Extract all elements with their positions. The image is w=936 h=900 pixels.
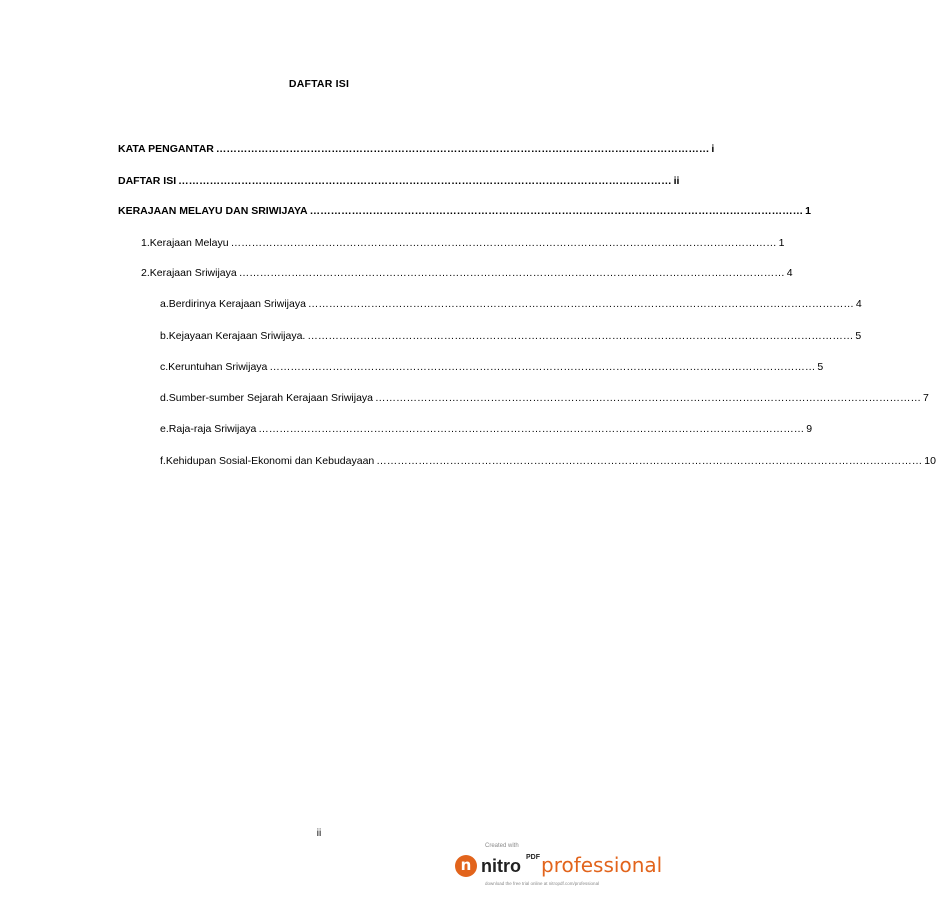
watermark-pdf: PDF	[526, 854, 540, 861]
toc-leader: …………………………………………………………………………………………………………………………………………	[238, 267, 785, 279]
toc-label: Raja-raja Sriwijaya	[168, 423, 257, 435]
toc-label: Keruntuhan Sriwijaya	[168, 361, 268, 373]
toc-label: Kerajaan Sriwijaya	[149, 267, 237, 279]
watermark-product: professional	[541, 853, 663, 877]
toc-page: 4	[855, 298, 862, 310]
toc-number: 2.	[141, 267, 150, 279]
page-number: ii	[316, 828, 322, 839]
watermark-download: download the free trial online at nitropdf.com/professional	[485, 881, 600, 886]
toc-label: Kejayaan Kerajaan Sriwijaya.	[168, 330, 306, 342]
toc-entry-kerajaan-sriwijaya[interactable]	[141, 267, 793, 279]
page-title: DAFTAR ISI	[288, 78, 350, 90]
toc-number: e.	[160, 423, 169, 435]
toc-leader: …………………………………………………………………………………………………………………………………………	[269, 361, 816, 373]
toc-number: b.	[160, 330, 169, 342]
toc-leader: ……………………………………………………………………………………………………………………………	[215, 143, 710, 155]
toc-number: d.	[160, 392, 169, 404]
toc-entry-sumber-sejarah[interactable]	[160, 392, 929, 404]
toc-number: f.	[160, 455, 166, 467]
toc-page: 4	[786, 267, 793, 279]
toc-leader: …………………………………………………………………………………………………………………………………………	[375, 392, 922, 404]
toc-leader: …………………………………………………………………………………………………………………………………………	[307, 330, 854, 342]
toc-leader: ……………………………………………………………………………………………………………………………	[178, 175, 672, 187]
toc-page: 5	[855, 330, 862, 342]
toc-page: 1	[778, 237, 785, 249]
toc-leader: …………………………………………………………………………………………………………………………………………	[307, 298, 854, 310]
toc-entry-kerajaan-melayu[interactable]	[141, 237, 785, 249]
toc-leader: …………………………………………………………………………………………………………………………………………	[230, 237, 777, 249]
nitro-logo-icon: n	[455, 855, 477, 877]
toc-page: 1	[805, 205, 811, 217]
toc-page: 9	[806, 423, 813, 435]
toc-label: Berdirinya Kerajaan Sriwijaya	[168, 298, 306, 310]
nitro-watermark	[455, 843, 663, 895]
toc-entry-kejayaan[interactable]	[160, 330, 862, 342]
watermark-created-with: Created with	[485, 843, 519, 849]
toc-entry-daftar-isi[interactable]	[118, 175, 680, 187]
toc-leader: …………………………………………………………………………………………………………………………………………	[258, 423, 805, 435]
watermark-brand: nitro	[481, 856, 521, 876]
toc-label: DAFTAR ISI	[118, 175, 177, 187]
toc-label: Kehidupan Sosial-Ekonomi dan Kebudayaan	[165, 455, 375, 467]
toc-label: Kerajaan Melayu	[149, 237, 229, 249]
toc-label: KATA PENGANTAR	[118, 143, 214, 155]
toc-page: i	[711, 143, 715, 155]
toc-page: ii	[673, 175, 680, 187]
toc-label: Sumber-sumber Sejarah Kerajaan Sriwijaya	[168, 392, 374, 404]
toc-entry-kerajaan-melayu-sriwijaya[interactable]	[118, 205, 811, 217]
toc-entry-kehidupan[interactable]	[160, 455, 936, 467]
toc-entry-kata-pengantar[interactable]	[118, 143, 715, 155]
toc-entry-berdirinya[interactable]	[160, 298, 862, 310]
toc-entry-raja-raja[interactable]	[160, 423, 813, 435]
toc-leader: …………………………………………………………………………………………………………………………………………	[376, 455, 923, 467]
toc-label: KERAJAAN MELAYU DAN SRIWIJAYA	[118, 205, 308, 217]
toc-page: 10	[924, 455, 936, 467]
toc-number: 1.	[141, 237, 150, 249]
toc-leader: ……………………………………………………………………………………………………………………………	[309, 205, 804, 217]
toc-number: a.	[160, 298, 169, 310]
toc-number: c.	[160, 361, 169, 373]
toc-page: 7	[923, 392, 929, 404]
toc-entry-keruntuhan[interactable]	[160, 361, 824, 373]
toc-page: 5	[817, 361, 824, 373]
